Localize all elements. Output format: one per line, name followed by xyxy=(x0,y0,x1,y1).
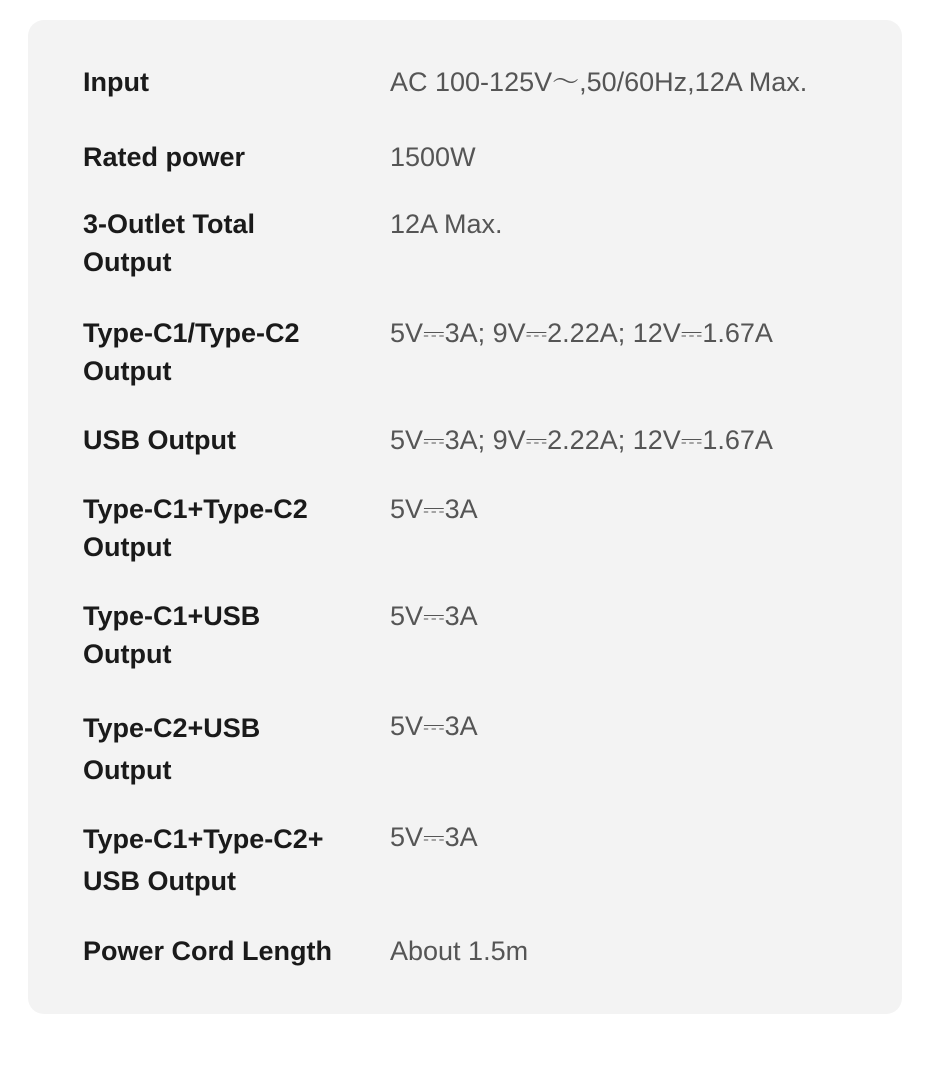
spec-value: About 1.5m xyxy=(390,936,529,966)
spec-label: Type-C1+Type-C2+ USB Output xyxy=(83,824,324,896)
spec-value: 5V⎓3A xyxy=(390,711,478,741)
spec-value: 5V⎓3A xyxy=(390,601,478,631)
spec-label: Power Cord Length xyxy=(83,936,332,966)
spec-label: USB Output xyxy=(83,425,236,455)
spec-value: AC 100-125V～,50/60Hz,12A Max. xyxy=(390,67,808,97)
spec-label: Type-C1/Type-C2 Output xyxy=(83,318,300,386)
spec-label: Input xyxy=(83,67,149,97)
spec-value: 5V⎓3A; 9V⎓2.22A; 12V⎓1.67A xyxy=(390,425,773,455)
spec-value: 5V⎓3A xyxy=(390,822,478,852)
spec-label: Type-C1+USB Output xyxy=(83,601,261,669)
spec-table xyxy=(28,20,902,1014)
spec-value: 5V⎓3A; 9V⎓2.22A; 12V⎓1.67A xyxy=(390,318,773,348)
spec-value: 12A Max. xyxy=(390,209,503,239)
spec-value: 5V⎓3A xyxy=(390,494,478,524)
spec-label: 3-Outlet Total Output xyxy=(83,209,255,277)
spec-label: Type-C1+Type-C2 Output xyxy=(83,494,308,562)
spec-label: Type-C2+USB Output xyxy=(83,713,261,785)
spec-value: 1500W xyxy=(390,142,476,172)
spec-label: Rated power xyxy=(83,142,246,172)
